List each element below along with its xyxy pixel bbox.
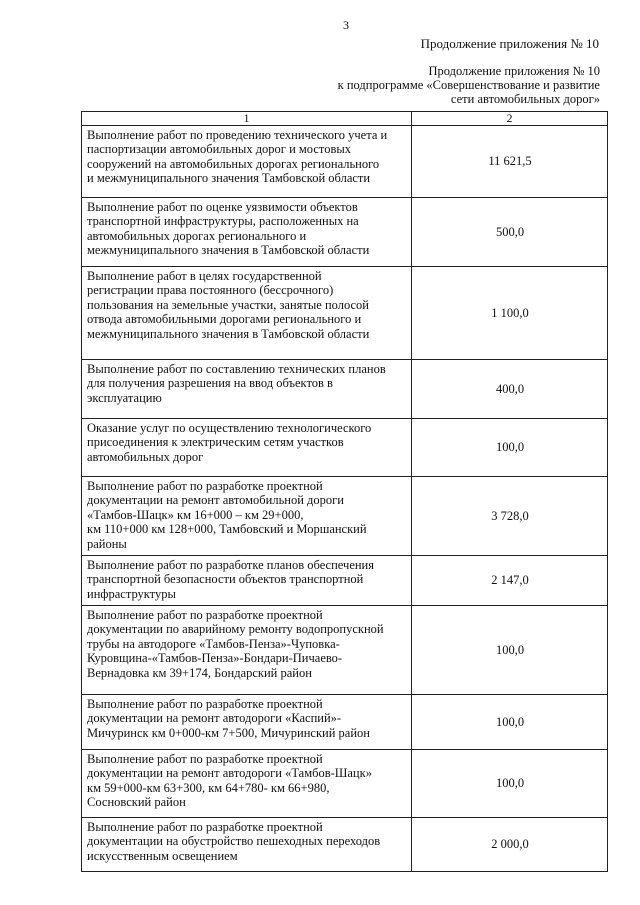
table-row <box>82 695 608 750</box>
row-amount: 2 147,0 <box>412 556 608 606</box>
appendix-header-line: сети автомобильных дорог» <box>450 92 600 106</box>
description-line: межмуниципального значения в Тамбовской области <box>87 243 370 258</box>
description-line: «Тамбов-Шацк» км 16+000 – км 29+000, <box>87 507 304 522</box>
column-number-1: 1 <box>82 112 412 126</box>
description-line: эксплуатацию <box>87 390 162 405</box>
row-description <box>82 750 412 818</box>
description-line: Куровщина-«Тамбов-Пенза»-Бондари-Пичаево- <box>87 651 343 666</box>
column-number-row <box>82 112 608 126</box>
description-line: паспортизации автомобильных дорог и мостовых <box>87 142 351 157</box>
row-amount: 11 621,5 <box>412 126 608 198</box>
table-row <box>82 606 608 695</box>
table-row <box>82 419 608 477</box>
description-line: Выполнение работ по оценке уязвимости объектов <box>87 200 358 214</box>
appendix-header-line: к подпрограмме «Совершенствование и развитие <box>337 78 600 92</box>
description-line: Мичуринск км 0+000-км 7+500, Мичуринский район <box>87 725 370 740</box>
description-line: искусственным освещением <box>87 848 238 863</box>
table-row <box>82 477 608 556</box>
row-description <box>82 477 412 556</box>
description-line: Выполнение работ по разработке проектной <box>87 752 323 766</box>
description-line: сооружений на автомобильных дорогах регионального <box>87 156 380 171</box>
row-description <box>82 556 412 606</box>
description-line: инфраструктуры <box>87 586 176 601</box>
description-line: Выполнение работ по разработке планов обеспечения <box>87 558 374 572</box>
appendix-header-long <box>338 64 600 106</box>
row-amount: 500,0 <box>412 198 608 267</box>
table-row <box>82 198 608 267</box>
description-line: км 110+000 км 128+000, Тамбовский и Моршанский <box>87 522 367 537</box>
description-line: автомобильных дорогах регионального и <box>87 228 307 243</box>
table-row <box>82 126 608 198</box>
description-line: документации на ремонт автодороги «Тамбов-Шацк» <box>87 766 372 781</box>
description-line: Вернадовка км 39+174, Бондарский район <box>87 665 312 680</box>
description-line: км 59+000-км 63+300, км 64+780- км 66+980, <box>87 780 330 795</box>
row-amount: 1 100,0 <box>412 267 608 360</box>
description-line: документации на ремонт автомобильной дороги <box>87 493 344 508</box>
row-amount: 3 728,0 <box>412 477 608 556</box>
description-line: Сосновский район <box>87 795 186 810</box>
row-description <box>82 267 412 360</box>
row-amount: 2 000,0 <box>412 818 608 872</box>
description-line: районы <box>87 536 127 551</box>
description-line: документации по аварийному ремонту водопропускной <box>87 622 384 637</box>
table-row <box>82 360 608 419</box>
description-line: Выполнение работ в целях государственной <box>87 269 322 283</box>
description-line: для получения разрешения на ввод объектов в <box>87 376 333 391</box>
row-amount: 100,0 <box>412 606 608 695</box>
row-description <box>82 419 412 477</box>
row-description <box>82 360 412 419</box>
description-line: Выполнение работ по разработке проектной <box>87 820 323 834</box>
description-line: транспортной безопасности объектов транспортной <box>87 572 364 587</box>
row-amount: 100,0 <box>412 695 608 750</box>
description-line: отвода автомобильными дорогами регионального и <box>87 312 362 327</box>
description-line: Оказание услуг по осуществлению технологического <box>87 421 372 435</box>
description-line: автомобильных дорог <box>87 449 204 464</box>
table-row <box>82 267 608 360</box>
row-amount: 100,0 <box>412 419 608 477</box>
description-line: документации на обустройство пешеходных переходов <box>87 834 381 849</box>
funding-table <box>81 111 608 872</box>
description-line: Выполнение работ по составлению технических планов <box>87 362 386 376</box>
appendix-header-short: Продолжение приложения № 10 <box>420 36 599 51</box>
page-number: 3 <box>343 18 349 32</box>
description-line: пользования на земельные участки, занятые полосой <box>87 297 370 312</box>
row-description <box>82 818 412 872</box>
table-row <box>82 818 608 872</box>
description-line: и межмуниципального значения Тамбовской области <box>87 171 371 186</box>
row-description <box>82 198 412 267</box>
row-description <box>82 126 412 198</box>
appendix-header-line: Продолжение приложения № 10 <box>428 64 600 78</box>
description-line: трубы на автодороге «Тамбов-Пенза»-Чуповка- <box>87 636 340 651</box>
description-line: Выполнение работ по разработке проектной <box>87 608 323 622</box>
description-line: Выполнение работ по проведению технического учета и <box>87 128 388 142</box>
row-amount: 100,0 <box>412 750 608 818</box>
row-description <box>82 606 412 695</box>
column-number-2: 2 <box>412 112 608 126</box>
description-line: межмуниципального значения в Тамбовской области <box>87 326 370 341</box>
description-line: документации на ремонт автодороги «Каспий»- <box>87 711 342 726</box>
row-description <box>82 695 412 750</box>
description-line: транспортной инфраструктуры, расположенных на <box>87 214 359 229</box>
row-amount: 400,0 <box>412 360 608 419</box>
description-line: Выполнение работ по разработке проектной <box>87 697 323 711</box>
description-line: регистрации права постоянного (бессрочного) <box>87 283 334 298</box>
description-line: присоединения к электрическим сетям участков <box>87 435 344 450</box>
description-line: Выполнение работ по разработке проектной <box>87 479 323 493</box>
table-row <box>82 556 608 606</box>
table-row <box>82 750 608 818</box>
